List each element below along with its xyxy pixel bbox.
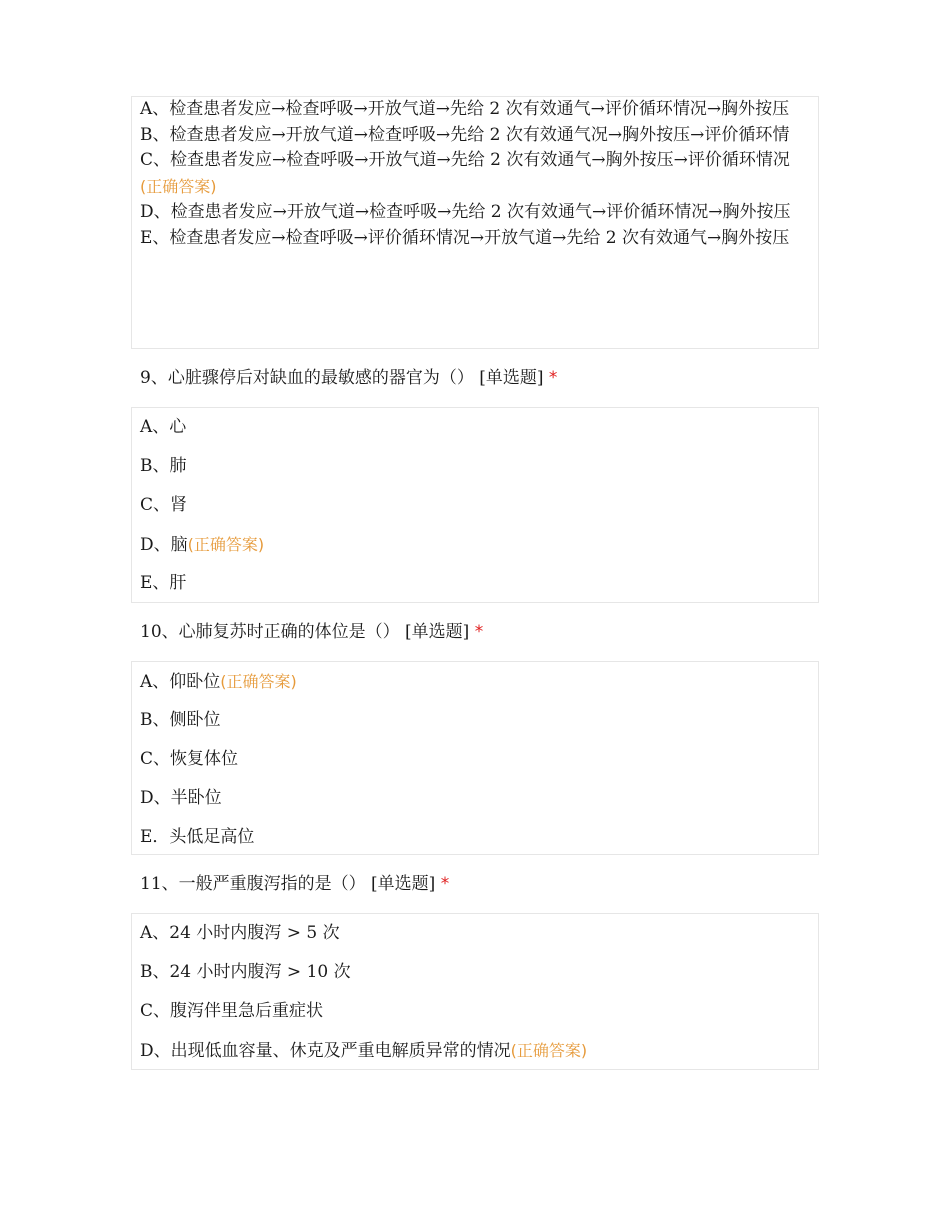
- q8-option-a[interactable]: A、检查患者发应→检查呼吸→开放气道→先给 2 次有效通气→评价循环情况→胸外按压: [140, 99, 790, 119]
- q8-option-b[interactable]: B、检查患者发应→开放气道→检查呼吸→先给 2 次有效通气况→胸外按压→评价循环情: [140, 124, 790, 145]
- q11-option-d[interactable]: D、出现低血容量、休克及严重电解质异常的情况(正确答案): [140, 1041, 588, 1061]
- q9-option-d[interactable]: D、脑(正确答案): [140, 535, 265, 555]
- q10-options: [131, 661, 819, 855]
- q9-option-e[interactable]: E、肝: [140, 573, 187, 593]
- q9-option-b[interactable]: B、肺: [140, 456, 187, 476]
- correct-answer-tag: (正确答案): [220, 672, 297, 691]
- q11-option-b[interactable]: B、24 小时内腹泻 > 10 次: [140, 962, 351, 982]
- q10-option-b[interactable]: B、侧卧位: [140, 710, 221, 730]
- q10-option-d[interactable]: D、半卧位: [140, 788, 222, 808]
- q9-option-a[interactable]: A、心: [140, 417, 187, 437]
- q8-option-d[interactable]: D、检查患者发应→开放气道→检查呼吸→先给 2 次有效通气→评价循环情况→胸外按压: [140, 202, 791, 222]
- q11-options: [131, 913, 819, 1070]
- q10-option-e[interactable]: E．头低足高位: [140, 827, 255, 847]
- q9-options: [131, 407, 819, 603]
- correct-answer-tag: (正确答案): [510, 1041, 588, 1060]
- q8-option-e[interactable]: E、检查患者发应→检查呼吸→评价循环情况→开放气道→先给 2 次有效通气→胸外按压: [140, 227, 790, 248]
- required-mark: *: [474, 622, 484, 642]
- correct-answer-tag: (正确答案): [140, 176, 217, 196]
- q9-title: 9、心脏骤停后对缺血的最敏感的器官为（） [单选题] *: [140, 368, 558, 388]
- q10-title: 10、心肺复苏时正确的体位是（） [单选题] *: [140, 622, 484, 642]
- q10-option-c[interactable]: C、恢复体位: [140, 749, 239, 769]
- required-mark: *: [440, 874, 450, 894]
- q8-options: [131, 96, 819, 349]
- q11-option-a[interactable]: A、24 小时内腹泻 > 5 次: [140, 923, 340, 943]
- q11-title: 11、一般严重腹泻指的是（） [单选题] *: [140, 874, 450, 894]
- q8-option-c[interactable]: C、检查患者发应→检查呼吸→开放气道→先给 2 次有效通气→胸外按压→评价循环情况(正确答案): [140, 150, 790, 196]
- survey-page: [131, 96, 819, 1070]
- q9-option-c[interactable]: C、肾: [140, 495, 188, 515]
- correct-answer-tag: (正确答案): [187, 535, 265, 554]
- q11-option-c[interactable]: C、腹泻伴里急后重症状: [140, 1001, 324, 1021]
- required-mark: *: [548, 368, 558, 388]
- q10-option-a[interactable]: A、仰卧位(正确答案): [140, 672, 297, 692]
